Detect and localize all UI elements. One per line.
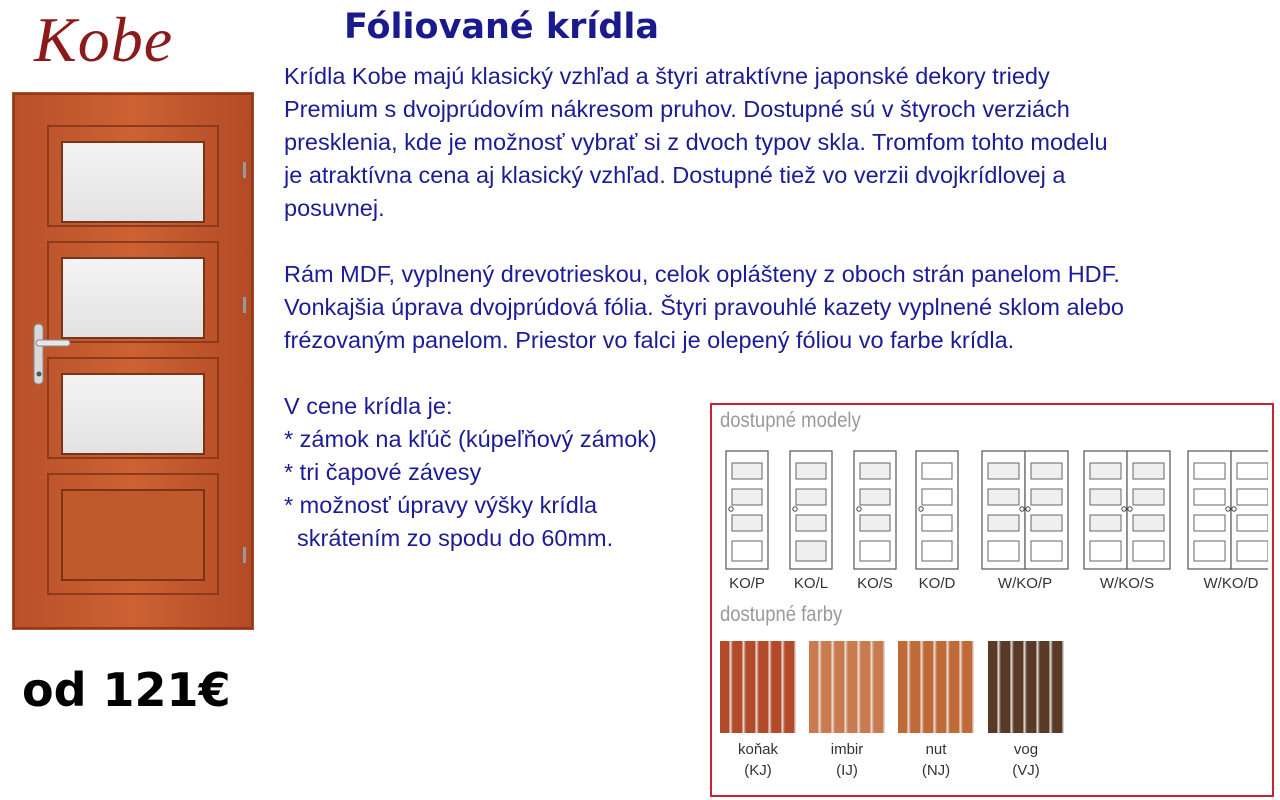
color-code: (IJ) [836,762,858,779]
included-item: * tri čapové závesy [284,459,482,485]
price-label: od 121€ [22,663,231,717]
description-paragraph [284,60,1108,225]
construction-line: Vonkajšia úprava dvojprúdová fólia. Štyri pravouhlé kazety vyplnené sklom alebo [284,294,1124,320]
color-label [713,739,803,781]
model-label: KO/P [729,575,765,592]
construction-paragraph [284,258,1124,357]
brand-logo: Kobe [34,4,174,75]
door-image [12,92,254,630]
model-label: KO/D [918,575,956,592]
included-item: skrátením zo spodu do 60mm. [284,525,614,551]
model-label: KO/L [793,575,829,592]
description-line: posuvnej. [284,195,385,221]
included-item: * zámok na kľúč (kúpeľňový zámok) [284,426,657,452]
model-drawing-ko-s [854,451,896,569]
model-label: W/KO/D [1203,575,1259,592]
models-heading: dostupné modely [720,409,861,432]
color-swatch-vog [988,641,1064,733]
color-code: (KJ) [744,762,772,779]
color-code: (VJ) [1012,762,1040,779]
color-label [891,739,981,781]
color-name: nut [925,741,947,758]
construction-line: Rám MDF, vyplnený drevotrieskou, celok oplášteny z oboch strán panelom HDF. [284,261,1120,287]
model-label: W/KO/P [997,575,1053,592]
color-name: vog [1013,741,1039,758]
color-code: (NJ) [921,762,951,779]
models-colors-panel [710,403,1274,797]
model-drawing-w-ko-d [1188,451,1268,569]
color-swatch-konak [720,641,796,733]
model-drawing-ko-l [790,451,832,569]
color-swatch-imbir [809,641,885,733]
model-drawing-ko-d [916,451,958,569]
color-label [981,739,1071,781]
description-line: presklenia, kde je možnosť vybrať si z dvoch typov skla. Tromfom tohto modelu [284,129,1108,155]
included-item: * možnosť úpravy výšky krídla [284,492,598,518]
included-heading: V cene krídla je: [284,393,453,419]
colors-heading: dostupné farby [720,603,843,626]
color-name: koňak [737,741,779,758]
model-drawing-w-ko-s [1084,451,1170,569]
color-name: imbir [830,741,864,758]
model-drawing-w-ko-p [982,451,1068,569]
construction-line: frézovaným panelom. Priestor vo falci je olepený fóliou vo farbe krídla. [284,327,1015,353]
model-label: W/KO/S [1099,575,1155,592]
model-label: KO/S [857,575,893,592]
color-swatch-nut [898,641,974,733]
model-drawing-ko-p [726,451,768,569]
description-line: je atraktívna cena aj klasický vzhľad. Dostupné tiež vo verzii dvojkrídlovej a [284,162,1066,188]
color-label [802,739,892,781]
description-line: Krídla Kobe majú klasický vzhľad a štyri atraktívne japonské dekory triedy [284,63,1050,89]
included-list [284,390,657,555]
page-title: Fóliované krídla [344,7,660,47]
description-line: Premium s dvojprúdovím nákresom pruhov. Dostupné sú v štyroch verziách [284,96,1070,122]
